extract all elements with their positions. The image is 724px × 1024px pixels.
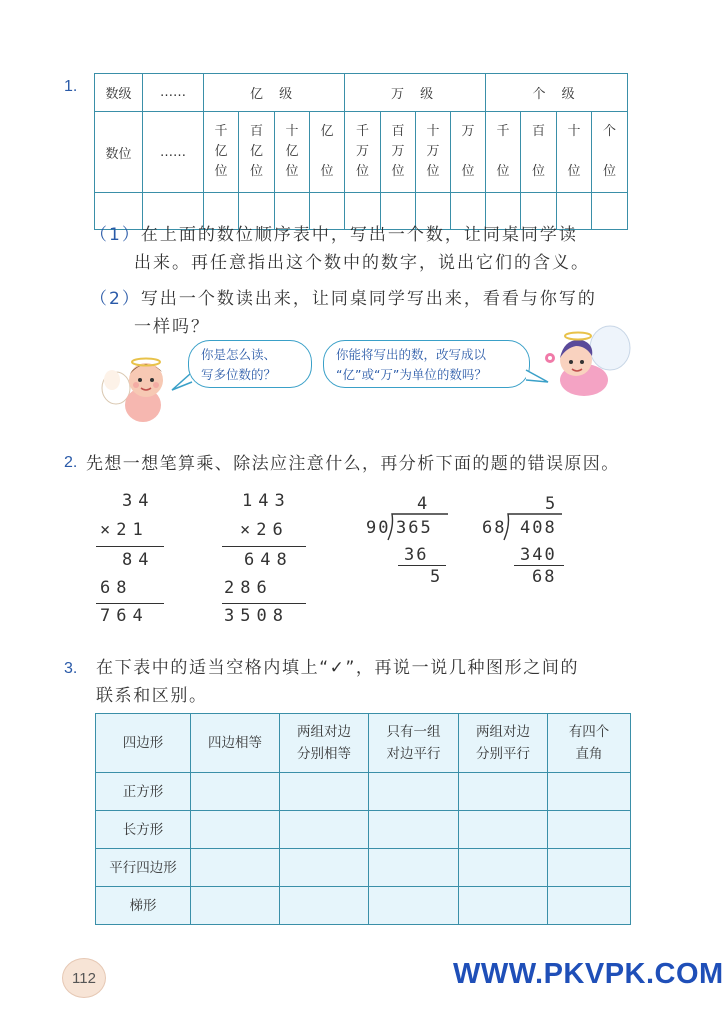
place-cell — [345, 112, 381, 193]
row-label-trapezoid: 梯形 — [96, 887, 191, 925]
header-line: 只有一组 — [386, 724, 441, 740]
bubble-left-line2: 写多位数的？ — [201, 367, 277, 382]
div2-quotient: 5 — [545, 494, 562, 514]
header-line: 对边平行 — [386, 746, 441, 762]
place-label: 亿位 — [320, 124, 334, 179]
mult1-partial-1: 84 — [122, 550, 155, 570]
mult1-line-2 — [96, 603, 164, 604]
row-label-parallelogram: 平行四边形 — [96, 849, 191, 887]
place-cell — [521, 112, 557, 193]
header-line: 分别平行 — [476, 746, 530, 762]
bubble-left-line1: 你是怎么读、 — [201, 347, 277, 362]
bubble-left-tail — [170, 372, 194, 392]
mult2-multiplicand: 143 — [242, 491, 291, 511]
div1-line — [398, 565, 446, 566]
div1-remainder: 5 — [430, 567, 447, 587]
header-line: 四边形 — [122, 735, 164, 751]
sub2-line2: 一样吗？ — [134, 317, 210, 337]
div1-quotient: 4 — [417, 494, 434, 514]
place-cell — [310, 112, 345, 193]
check-cell[interactable] — [459, 849, 548, 887]
check-cell[interactable] — [191, 849, 280, 887]
q3-number: 3. — [64, 660, 78, 677]
place-label: 百亿位 — [249, 124, 263, 179]
sub1-line1: 在上面的数位顺序表中，写出一个数，让同桌同学读 — [140, 225, 578, 245]
header-four-sides-equal — [191, 714, 280, 773]
place-label: 十位 — [567, 124, 581, 179]
mult1-partial-2: 68 — [100, 578, 133, 598]
check-cell[interactable] — [369, 773, 459, 811]
ellipsis-cell: …… — [143, 74, 204, 112]
mult2-result: 3508 — [224, 606, 289, 626]
check-cell[interactable] — [191, 773, 280, 811]
mult2-partial-1: 648 — [244, 550, 293, 570]
header-quadrilateral — [96, 714, 191, 773]
mult2-line-2 — [222, 603, 306, 604]
check-cell[interactable] — [191, 811, 280, 849]
div1-dividend: 365 — [396, 518, 433, 538]
level-yi: 亿 级 — [204, 74, 345, 112]
place-cell — [557, 112, 592, 193]
header-opposite-sides-equal — [280, 714, 369, 773]
header-line: 两组对边 — [297, 724, 351, 740]
ellipsis-cell: …… — [143, 112, 204, 193]
q3-text — [96, 654, 656, 710]
sub1-number: （1） — [90, 225, 141, 245]
cherub-right-illustration — [540, 320, 635, 410]
place-label: 个位 — [603, 124, 617, 179]
check-cell[interactable] — [459, 887, 548, 925]
check-cell[interactable] — [369, 811, 459, 849]
place-label: 千位 — [496, 124, 510, 179]
check-cell[interactable] — [548, 773, 631, 811]
place-cell — [275, 112, 310, 193]
q3-line2: 联系和区别。 — [96, 686, 208, 706]
mult2-partial-2: 286 — [224, 578, 273, 598]
div2-product: 340 — [520, 545, 557, 565]
place-cell — [592, 112, 628, 193]
check-cell[interactable] — [548, 811, 631, 849]
mult2-multiplier: ×26 — [240, 520, 289, 540]
speech-bubble-left — [188, 340, 312, 388]
check-cell[interactable] — [280, 849, 369, 887]
place-label: 十亿位 — [285, 124, 299, 179]
level-ge: 个 级 — [486, 74, 628, 112]
check-cell[interactable] — [280, 887, 369, 925]
row-label-square: 正方形 — [96, 773, 191, 811]
place-label: 百万位 — [391, 124, 405, 179]
div2-dividend: 408 — [520, 518, 557, 538]
place-label: 百位 — [532, 124, 546, 179]
header-one-pair-parallel — [369, 714, 459, 773]
div2-remainder: 68 — [532, 567, 557, 587]
watermark: WWW.PKVPK.COM — [453, 958, 724, 990]
check-cell[interactable] — [459, 811, 548, 849]
sub2-number: （2） — [90, 289, 141, 309]
header-line: 四边相等 — [208, 735, 262, 751]
speech-bubble-right — [323, 340, 530, 388]
place-label: 十万位 — [426, 124, 440, 179]
mult1-result: 764 — [100, 606, 149, 626]
check-cell[interactable] — [548, 887, 631, 925]
check-cell[interactable] — [280, 773, 369, 811]
check-cell[interactable] — [548, 849, 631, 887]
header-line: 直角 — [575, 746, 603, 762]
q2-number: 2. — [64, 454, 78, 471]
quadrilateral-table — [95, 713, 631, 925]
check-cell[interactable] — [369, 849, 459, 887]
div1-divisor: 90 — [366, 518, 391, 538]
place-label: 千万位 — [356, 124, 370, 179]
bubble-right-line1: 你能将写出的数，改写成以 — [336, 347, 487, 362]
level-wan: 万 级 — [345, 74, 486, 112]
place-value-table — [94, 73, 628, 230]
mult2-line-1 — [222, 546, 306, 547]
sub1-line2: 出来。再任意指出这个数中的数字，说出它们的含义。 — [134, 253, 590, 273]
check-cell[interactable] — [369, 887, 459, 925]
place-label: 万位 — [461, 124, 475, 179]
header-four-right-angles — [548, 714, 631, 773]
bubble-right-line2: “亿”或“万”为单位的数吗？ — [336, 367, 487, 382]
place-label: 千亿位 — [214, 124, 228, 179]
place-cell — [239, 112, 275, 193]
place-cell — [451, 112, 486, 193]
place-cell — [381, 112, 416, 193]
sub2-line1: 写出一个数读出来，让同桌同学写出来，看看与你写的 — [140, 289, 597, 309]
q1-number: 1. — [64, 78, 78, 95]
header-line: 有四个 — [568, 724, 610, 740]
q2-text: 先想一想笔算乘、除法应注意什么，再分析下面的题的错误原因。 — [86, 454, 620, 474]
row-label-rectangle: 长方形 — [96, 811, 191, 849]
div1-product: 36 — [404, 545, 429, 565]
header-line: 分别相等 — [297, 746, 351, 762]
mult1-multiplicand: 34 — [122, 491, 155, 511]
place-cell — [204, 112, 239, 193]
header-line: 两组对边 — [476, 724, 530, 740]
page-number: 112 — [62, 958, 106, 998]
check-cell[interactable] — [459, 773, 548, 811]
row-label-level: 数级 — [95, 74, 143, 112]
check-cell[interactable] — [191, 887, 280, 925]
q3-line1: 在下表中的适当空格内填上“✓”，再说一说几种图形之间的 — [96, 658, 580, 678]
mult1-line-1 — [96, 546, 164, 547]
row-label-place: 数位 — [95, 112, 143, 193]
div2-line — [514, 565, 564, 566]
q1-sub1 — [90, 221, 650, 277]
check-cell[interactable] — [280, 811, 369, 849]
place-cell — [486, 112, 521, 193]
cherub-left-illustration — [98, 350, 178, 430]
mult1-multiplier: ×21 — [100, 520, 149, 540]
header-two-pairs-parallel — [459, 714, 548, 773]
div2-divisor: 68 — [482, 518, 507, 538]
place-cell — [416, 112, 451, 193]
